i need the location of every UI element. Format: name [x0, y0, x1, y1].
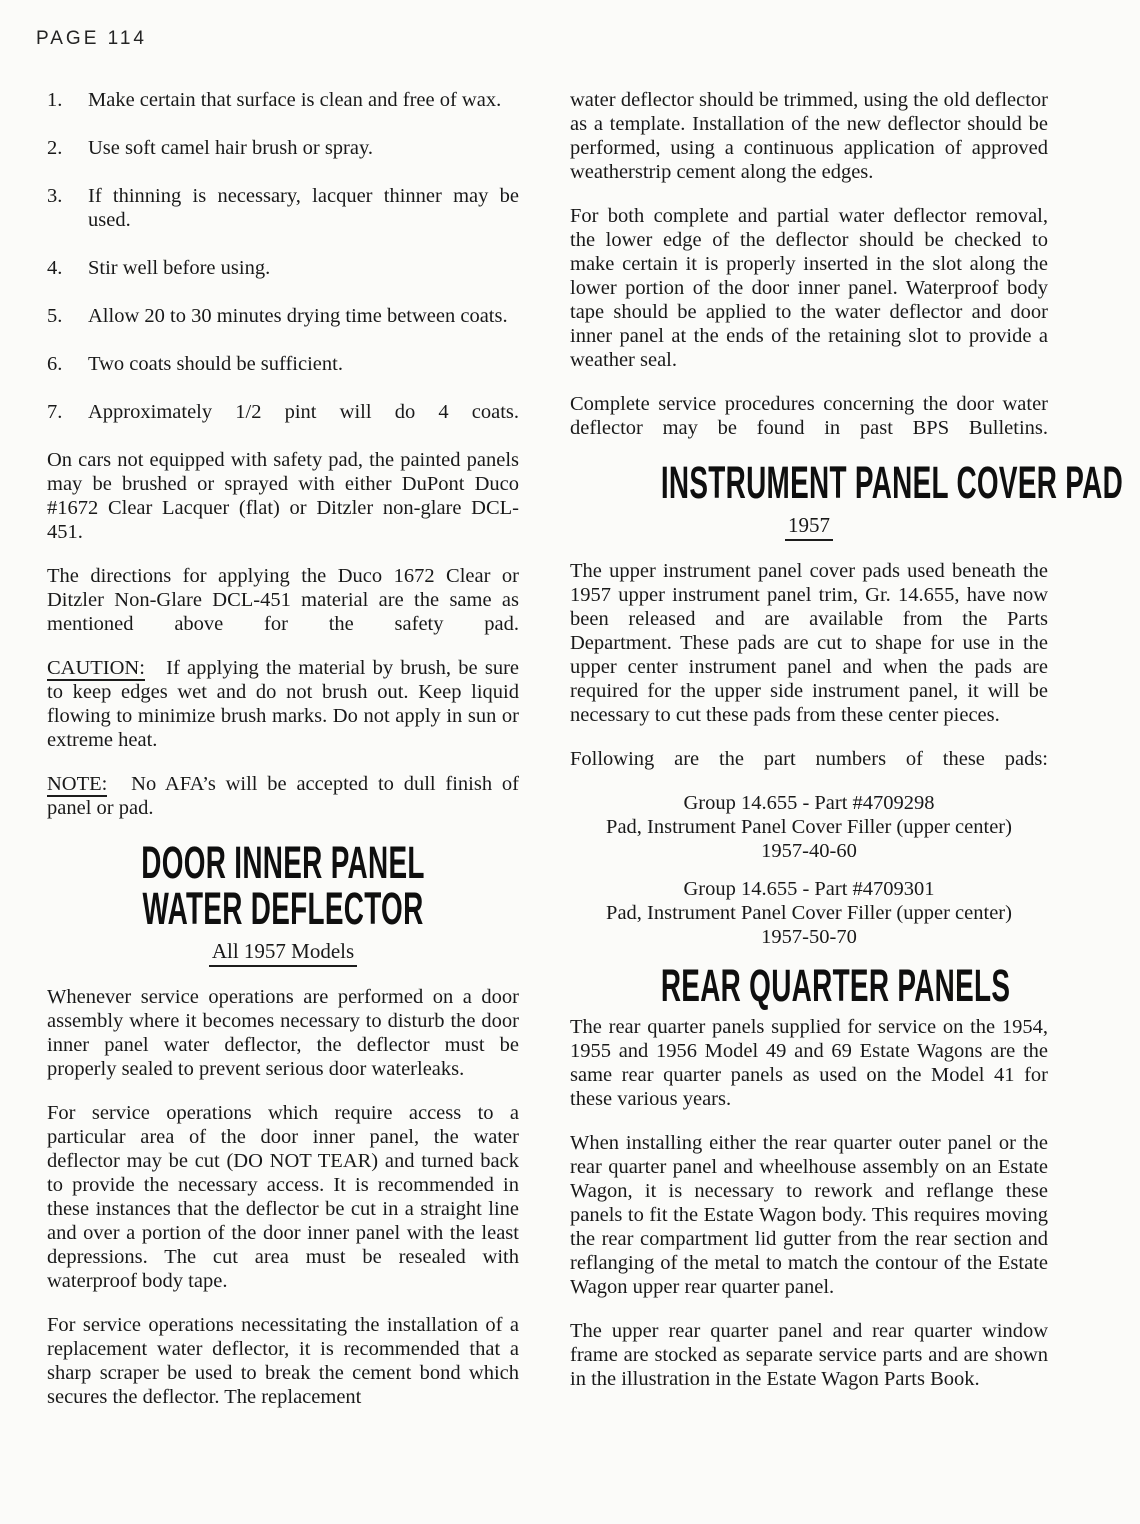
- part-name: Pad, Instrument Panel Cover Filler (upper center): [606, 902, 1012, 924]
- paragraph-whenever-service: Whenever service operations are performed on a door assembly where it becomes necessary to disturb the door inner panel water deflector, the deflector must be properly sealed to prevent serious door waterleaks.: [47, 986, 519, 1080]
- subheading-text: 1957: [785, 512, 833, 541]
- list-item-6: [47, 352, 519, 376]
- list-number: 4.: [47, 257, 63, 279]
- list-number: 7.: [47, 401, 63, 423]
- list-item-5: [47, 304, 519, 328]
- two-column-layout: [47, 88, 1124, 1429]
- paragraph-rear-quarter-supplied: The rear quarter panels supplied for service on the 1954, 1955 and 1956 Model 49 and 69 Estate Wagons are the same rear quarter panels as used on the Model 41 for these various years.: [570, 1016, 1048, 1110]
- note-paragraph: [47, 772, 519, 820]
- section-heading-instrument-panel-cover-pad: [570, 457, 1124, 508]
- heading-line-2: WATER DEFLECTOR: [142, 883, 424, 934]
- part-code: 1957-50-70: [761, 926, 857, 948]
- part-entry-4709298: [570, 791, 1048, 863]
- paragraph-following-part-numbers: Following are the part numbers of these pads:: [570, 748, 1048, 770]
- list-text: Use soft camel hair brush or spray.: [88, 137, 374, 159]
- list-text: Approximately 1/2 pint will do 4 coats.: [88, 401, 519, 423]
- paragraph-stocked-separate: The upper rear quarter panel and rear quarter window frame are stocked as separate service parts and are shown in the illustration in the Estate Wagon Parts Book.: [570, 1320, 1048, 1390]
- list-text: Make certain that surface is clean and free of wax.: [88, 89, 502, 111]
- caution-label: CAUTION:: [47, 657, 145, 679]
- caution-paragraph: [47, 656, 519, 752]
- list-number: 1.: [47, 89, 63, 111]
- part-entry-4709301: [570, 877, 1048, 949]
- section-heading-door-inner-panel-water-deflector: [47, 837, 519, 934]
- part-code: 1957-40-60: [761, 840, 857, 862]
- part-group: Group 14.655 - Part #4709298: [683, 792, 935, 814]
- paragraph-removal-check: For both complete and partial water deflector removal, the lower edge of the deflector should be checked to make certain it is properly inserted in the slot along the lower portion of the door inner panel. Waterproof body tape should be applied to the water deflector and door inner panel at the ends of the retaining slot to provide a weather seal.: [570, 205, 1048, 371]
- paragraph-bps-bulletins: Complete service procedures concerning the door water deflector may be found in past BPS Bulletins.: [570, 393, 1048, 439]
- section-heading-rear-quarter-panels: [570, 960, 1048, 1011]
- list-number: 3.: [47, 185, 63, 207]
- list-item-1: [47, 88, 519, 112]
- subheading-text: All 1957 Models: [209, 938, 357, 967]
- heading-line-1: DOOR INNER PANEL: [141, 837, 425, 888]
- list-item-2: [47, 136, 519, 160]
- paragraph-installing-rework: When installing either the rear quarter outer panel or the rear quarter panel and wheelhouse assembly on an Estate Wagon, it is necessary to rework and reflange these panels to fit the Estate Wagon body. This requires moving the rear compartment lid gutter from the rear section and reflanging of the metal to match the contour of the Estate Wagon upper rear quarter panel.: [570, 1132, 1048, 1298]
- list-number: 6.: [47, 353, 63, 375]
- list-item-4: [47, 256, 519, 280]
- list-item-3: [47, 184, 519, 232]
- list-text: Stir well before using.: [88, 257, 271, 279]
- paragraph-cover-pads-released: The upper instrument panel cover pads used beneath the 1957 upper instrument panel trim, Gr. 14.655, have now been released and are available from the Parts Department. These pads are cut to shape for use in the upper center instrument panel and when the pads are required for the upper side instrument panel, it will be necessary to cut these pads from these center pieces.: [570, 560, 1048, 726]
- page-number: PAGE 114: [36, 28, 147, 49]
- paragraph-directions: The directions for applying the Duco 1672 Clear or Ditzler Non-Glare DCL-451 material are the same as mentioned above for the safety pad.: [47, 565, 519, 635]
- note-text: No AFA’s will be accepted to dull finish of panel or pad.: [47, 773, 519, 819]
- caution-text: If applying the material by brush, be sure to keep edges wet and do not brush out. Keep liquid flowing to minimize brush marks. Do not apply in sun or extreme heat.: [47, 657, 520, 751]
- paragraph-trim-template: water deflector should be trimmed, using the old deflector as a template. Installation of the new deflector should be performed, using a continuous application of approved weatherstrip cement along the edges.: [570, 89, 1048, 183]
- paragraph-painted-panels: On cars not equipped with safety pad, the painted panels may be brushed or sprayed with either DuPont Duco #1672 Clear Lacquer (flat) or Ditzler non-glare DCL-451.: [47, 449, 519, 543]
- list-text: Allow 20 to 30 minutes drying time between coats.: [88, 305, 508, 327]
- left-column: [47, 88, 519, 1429]
- part-group: Group 14.655 - Part #4709301: [683, 878, 935, 900]
- list-text: Two coats should be sufficient.: [88, 353, 343, 375]
- list-number: 2.: [47, 137, 63, 159]
- subheading-1957: [570, 512, 1048, 541]
- note-label: NOTE:: [47, 773, 108, 795]
- list-number: 5.: [47, 305, 63, 327]
- part-name: Pad, Instrument Panel Cover Filler (upper center): [606, 816, 1012, 838]
- paragraph-replacement-deflector: For service operations necessitating the installation of a replacement water deflector, it is recommended that a sharp scraper be used to break the cement bond which secures the deflector. The replacement: [47, 1314, 519, 1408]
- paragraph-access-cut: For service operations which require access to a particular area of the door inner panel, the water deflector may be cut (DO NOT TEAR) and turned back to provide the necessary access. It is recommended in these instances that the deflector be cut in a straight line and over a portion of the door inner panel with the least depressions. The cut area must be resealed with waterproof body tape.: [47, 1102, 519, 1292]
- heading-line: INSTRUMENT PANEL COVER PAD: [660, 457, 1124, 508]
- list-text: If thinning is necessary, lacquer thinner may be used.: [88, 185, 519, 231]
- list-item-7: [47, 400, 519, 424]
- heading-line: REAR QUARTER PANELS: [660, 960, 1011, 1011]
- subheading-all-1957-models: [47, 938, 519, 967]
- right-column: [570, 88, 1124, 1429]
